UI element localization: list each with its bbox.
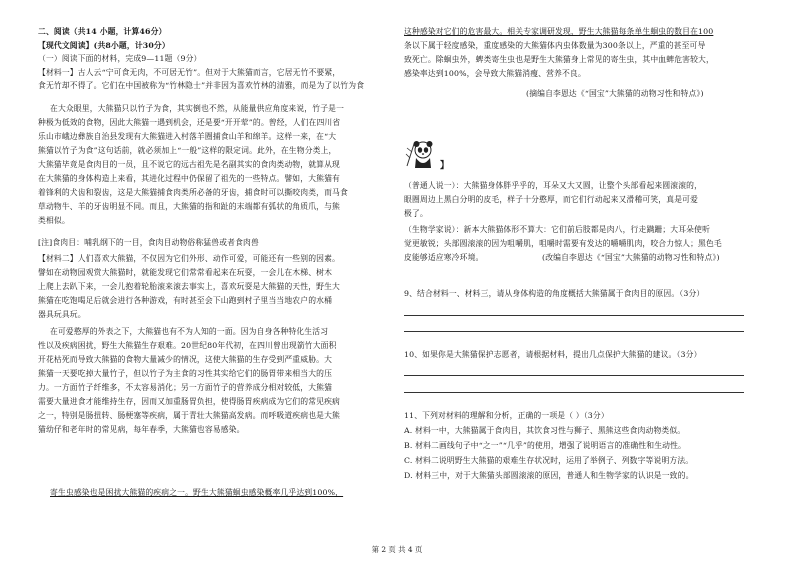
m2-line: 需要大量进食才能维持生存，因而又加重肠胃负担，使得肠胃疾病成为它们的常见疾病 <box>38 397 340 406</box>
option-d: D. 材料三中，对于大熊猫头部圆滚滚的原因，普通人和生物学家的认识是一致的。 <box>404 471 694 480</box>
m1-line: 熊猫以竹子为食”这句话前，就必须加上“一般”这样的限定词。此外，在生物分类上， <box>38 146 337 155</box>
option-b: B. 材料二画线句子中“之一”“几乎”的使用，增强了说明语言的准确性和生动性。 <box>404 441 686 450</box>
part1-heading: （一）阅读下面的材料，完成9—11题（9分） <box>38 54 202 63</box>
m1-line: 食无竹却不得了。它们在中国被称为“竹林隐士”并非因为喜欢竹林的清雅，而是为了以竹为食 <box>38 81 365 90</box>
question-9: 9、结合材料一、材料三，请从身体构造的角度概括大熊猫属于食肉目的原因。（3分） <box>404 289 705 298</box>
option-c: C. 材料二说明野生大熊猫的艰难生存状况时，运用了举例子、列数字等说明方法。 <box>404 456 694 465</box>
question-11: 11、下列对材料的理解和分析，正确的一项是（ ）（3分） <box>404 411 609 420</box>
m3-line: （普通人说一）：大熊猫身体胖乎乎的，耳朵又大又圆，让整个头部看起来圆滚滚的， <box>404 181 703 190</box>
m2-line: 譬如在动物园观赏大熊猫时，就能发现它们常常看起来在玩耍，一会儿在木梯、树木 <box>38 268 333 277</box>
m1-line: 大熊猫毕竟是食肉目的一员，且不说它的远古祖先是名副其实的食肉类动物，就算从现 <box>38 160 340 169</box>
m3-line: （生物学家说）：新本大熊猫体形不算大：它们前后肢都是肉八，行走蹒跚；大耳朵使听 <box>404 225 711 234</box>
m2-line: 在可爱憨厚的外表之下，大熊猫也有不为人知的一面。因为自身各种特化生活习 <box>50 327 329 336</box>
m2-line: 性以及疾病困扰，野生大熊猫生存艰难。20世纪80年代初，在四川曾出现箭竹大面积 <box>38 341 337 350</box>
answer-line[interactable] <box>404 331 744 332</box>
modern-reading-heading: 【现代文阅读】(共8小题，计30分） <box>38 41 170 50</box>
m2-line: 开花枯死而导致大熊猫的食物大量减少的情况，这使大熊猫的生存受到严重威胁。大 <box>38 355 333 364</box>
section-heading: 二、阅读（共14 小题，计算46分） <box>38 27 167 36</box>
source-citation: (摘编自李恩达《“国宝”大熊猫的动物习性和特点》) <box>526 89 704 98</box>
m2-line: 猫幼仔和老年时的常见病，每年春季，大熊猫也容易感染。 <box>38 425 245 434</box>
m1-line: 【材料一】古人云“宁可食无肉，不可居无竹”。但对于大熊猫而言，它居无竹不要紧， <box>38 68 341 77</box>
m2-line: 熊猫一天要吃掉大量竹子，但以竹子为主食的习性其实给它们的肠胃带来相当大的压 <box>38 369 333 378</box>
m2-line: 熊猫在吃饱喝足后就会进行各种游戏，有时甚至会下山跑到村子里当当地农户的水桶 <box>38 296 333 305</box>
page-footer: 第 2 页 共 4 页 <box>371 545 423 554</box>
question-10: 10、如果你是大熊猫保护志愿者，请根据材料，提出几点保护大熊猫的建议。（3分） <box>404 350 702 359</box>
source-citation: (改编自李恩达《“国宝”大熊猫的动物习性和特点》) <box>542 253 720 262</box>
m3-line: 皮能够适应寒冷环境。 <box>404 253 484 262</box>
continuation-line: 感染率达到100%，会导致大熊猫消瘦、营养不良。 <box>404 69 586 78</box>
continuation-line: 条以下属于轻度感染，重度感染的大熊猫体内虫体数量为300条以上，严重的甚至可导 <box>404 41 706 50</box>
m1-line: 类相似。 <box>38 216 70 225</box>
m2-line-underlined: 寄生虫感染也是困扰大熊猫的疾病之一。野生大熊猫蛔虫感染概率几乎达到100%， <box>50 488 344 497</box>
option-a: A. 材料一中，大熊猫属于食肉目，其饮食习性与狮子、黑熊这些食肉动物类似。 <box>404 426 686 435</box>
m2-line: 器具玩具玩。 <box>38 310 86 319</box>
m1-line: 着锋利的犬齿和裂齿，这是大熊猫捕食肉类所必备的牙齿，捕食时可以撕咬肉类，而马食 <box>38 188 348 197</box>
m3-line: 觉更敏锐；头部圆滚滚的因为咀嚼肌，咀嚼时需要有发达的嚼嚼肌肉，咬合力惊人；黑色毛 <box>404 239 722 248</box>
m1-line: 在大众眼里，大熊猫只以竹子为食，其实倒也不然，从能量供应角度来说，竹子是一 <box>50 104 345 113</box>
m2-line: 【材料二】人们喜欢大熊猫，不仅因为它们外形、动作可爱，可能还有一些别的因素。 <box>38 254 340 263</box>
m3-line: 眼圈周边上黑白分明的皮毛，样子十分憨厚，而它们行动起来又滑稽可笑，真是可爱 <box>404 195 699 204</box>
m1-line: 在大熊猫的身体构造上来看，其进化过程中仍保留了祖先的一些特点。譬如，大熊猫有 <box>38 174 340 183</box>
continuation-line: 致死亡。除蛔虫外，蜱类寄生虫也是野生大熊猫身上常见的寄生虫，其中血蜱危害较大， <box>404 55 714 64</box>
m2-line: 上爬上去趴下来，一会儿抱着轮胎滚来滚去事实上，喜欢玩耍是大熊猫的天性，野生大 <box>38 282 340 291</box>
answer-line[interactable] <box>404 392 744 393</box>
continuation-line: 这种感染对它们的危害最大。相关专家调研发现，野生大熊猫每条单生蛔虫的数目在100 <box>404 27 714 36</box>
material-three-label: 】 <box>440 161 450 171</box>
m2-line: 力。一方面竹子纤维多，不太容易消化；另一方面竹子的营养成分相对较低，大熊猫 <box>38 383 333 392</box>
m3-line: 极了。 <box>404 209 428 218</box>
m2-line: 之一，特别是肠扭转、肠梗塞等疾病，属于青壮大熊猫高发病。而呼吸道疾病也是大熊 <box>38 411 340 420</box>
answer-line[interactable] <box>404 375 744 376</box>
m1-line: 乐山市峨边彝族自治县发现有大熊猫进入村落羊圈捕食山羊和绵羊。这样一来，在“大 <box>38 132 337 141</box>
answer-line[interactable] <box>404 315 744 316</box>
m1-line: 草动物牛、羊的牙齿明显不同。而且，大熊猫的指和趾的末端都有弧状的角质爪，与熊 <box>38 202 340 211</box>
panda-illustration <box>404 136 438 170</box>
footnote: [注]食肉目：哺乳纲下的一目，食肉目动物俗称猛兽或者食肉兽 <box>38 238 259 247</box>
m1-line: 种极为低效的食物，因此大熊猫一遇到机会，还是要“开开荤”的。曾经，人们在四川省 <box>38 118 341 127</box>
